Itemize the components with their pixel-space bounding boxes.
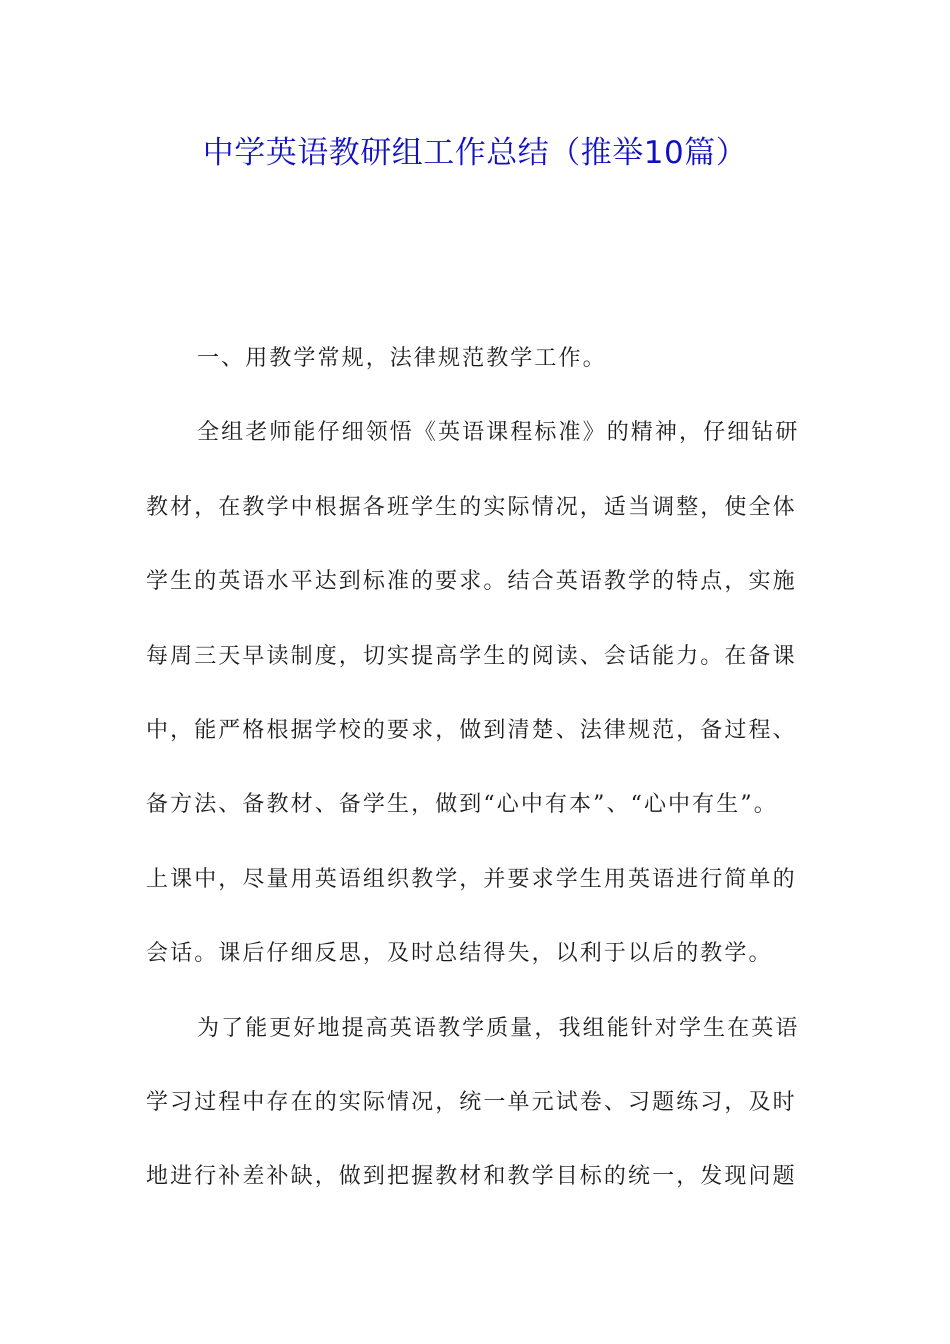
- paragraph-line: 每周三天早读制度，切实提高学生的阅读、会话能力。在备课: [146, 643, 797, 669]
- paragraph-line: 地进行补差补缺，做到把握教材和教学目标的统一，发现问题: [146, 1164, 797, 1190]
- paragraph-line: 全组老师能仔细领悟《英语课程标准》的精神，仔细钻研: [197, 420, 800, 446]
- paragraph-line: 为了能更好地提高英语教学质量，我组能针对学生在英语: [197, 1015, 800, 1041]
- paragraph-line: 备方法、备教材、备学生，做到“心中有本”、“心中有生”。: [146, 792, 778, 818]
- paragraph-line: 教材，在教学中根据各班学生的实际情况，适当调整，使全体: [146, 494, 797, 520]
- paragraph-line: 上课中，尽量用英语组织教学，并要求学生用英语进行简单的: [146, 866, 797, 892]
- paragraph-line: 会话。课后仔细反思，及时总结得失，以利于以后的教学。: [146, 941, 773, 967]
- document-body: [146, 334, 826, 1227]
- paragraph-line: 学习过程中存在的实际情况，统一单元试卷、习题练习，及时: [146, 1089, 797, 1115]
- paragraph-line: 中，能严格根据学校的要求，做到清楚、法律规范，备过程、: [146, 717, 797, 743]
- paragraph-line: 学生的英语水平达到标准的要求。结合英语教学的特点，实施: [146, 569, 797, 595]
- section-heading: 一、用教学常规，法律规范教学工作。: [197, 346, 607, 371]
- document-title: 中学英语教研组工作总结（推举10篇）: [202, 135, 748, 171]
